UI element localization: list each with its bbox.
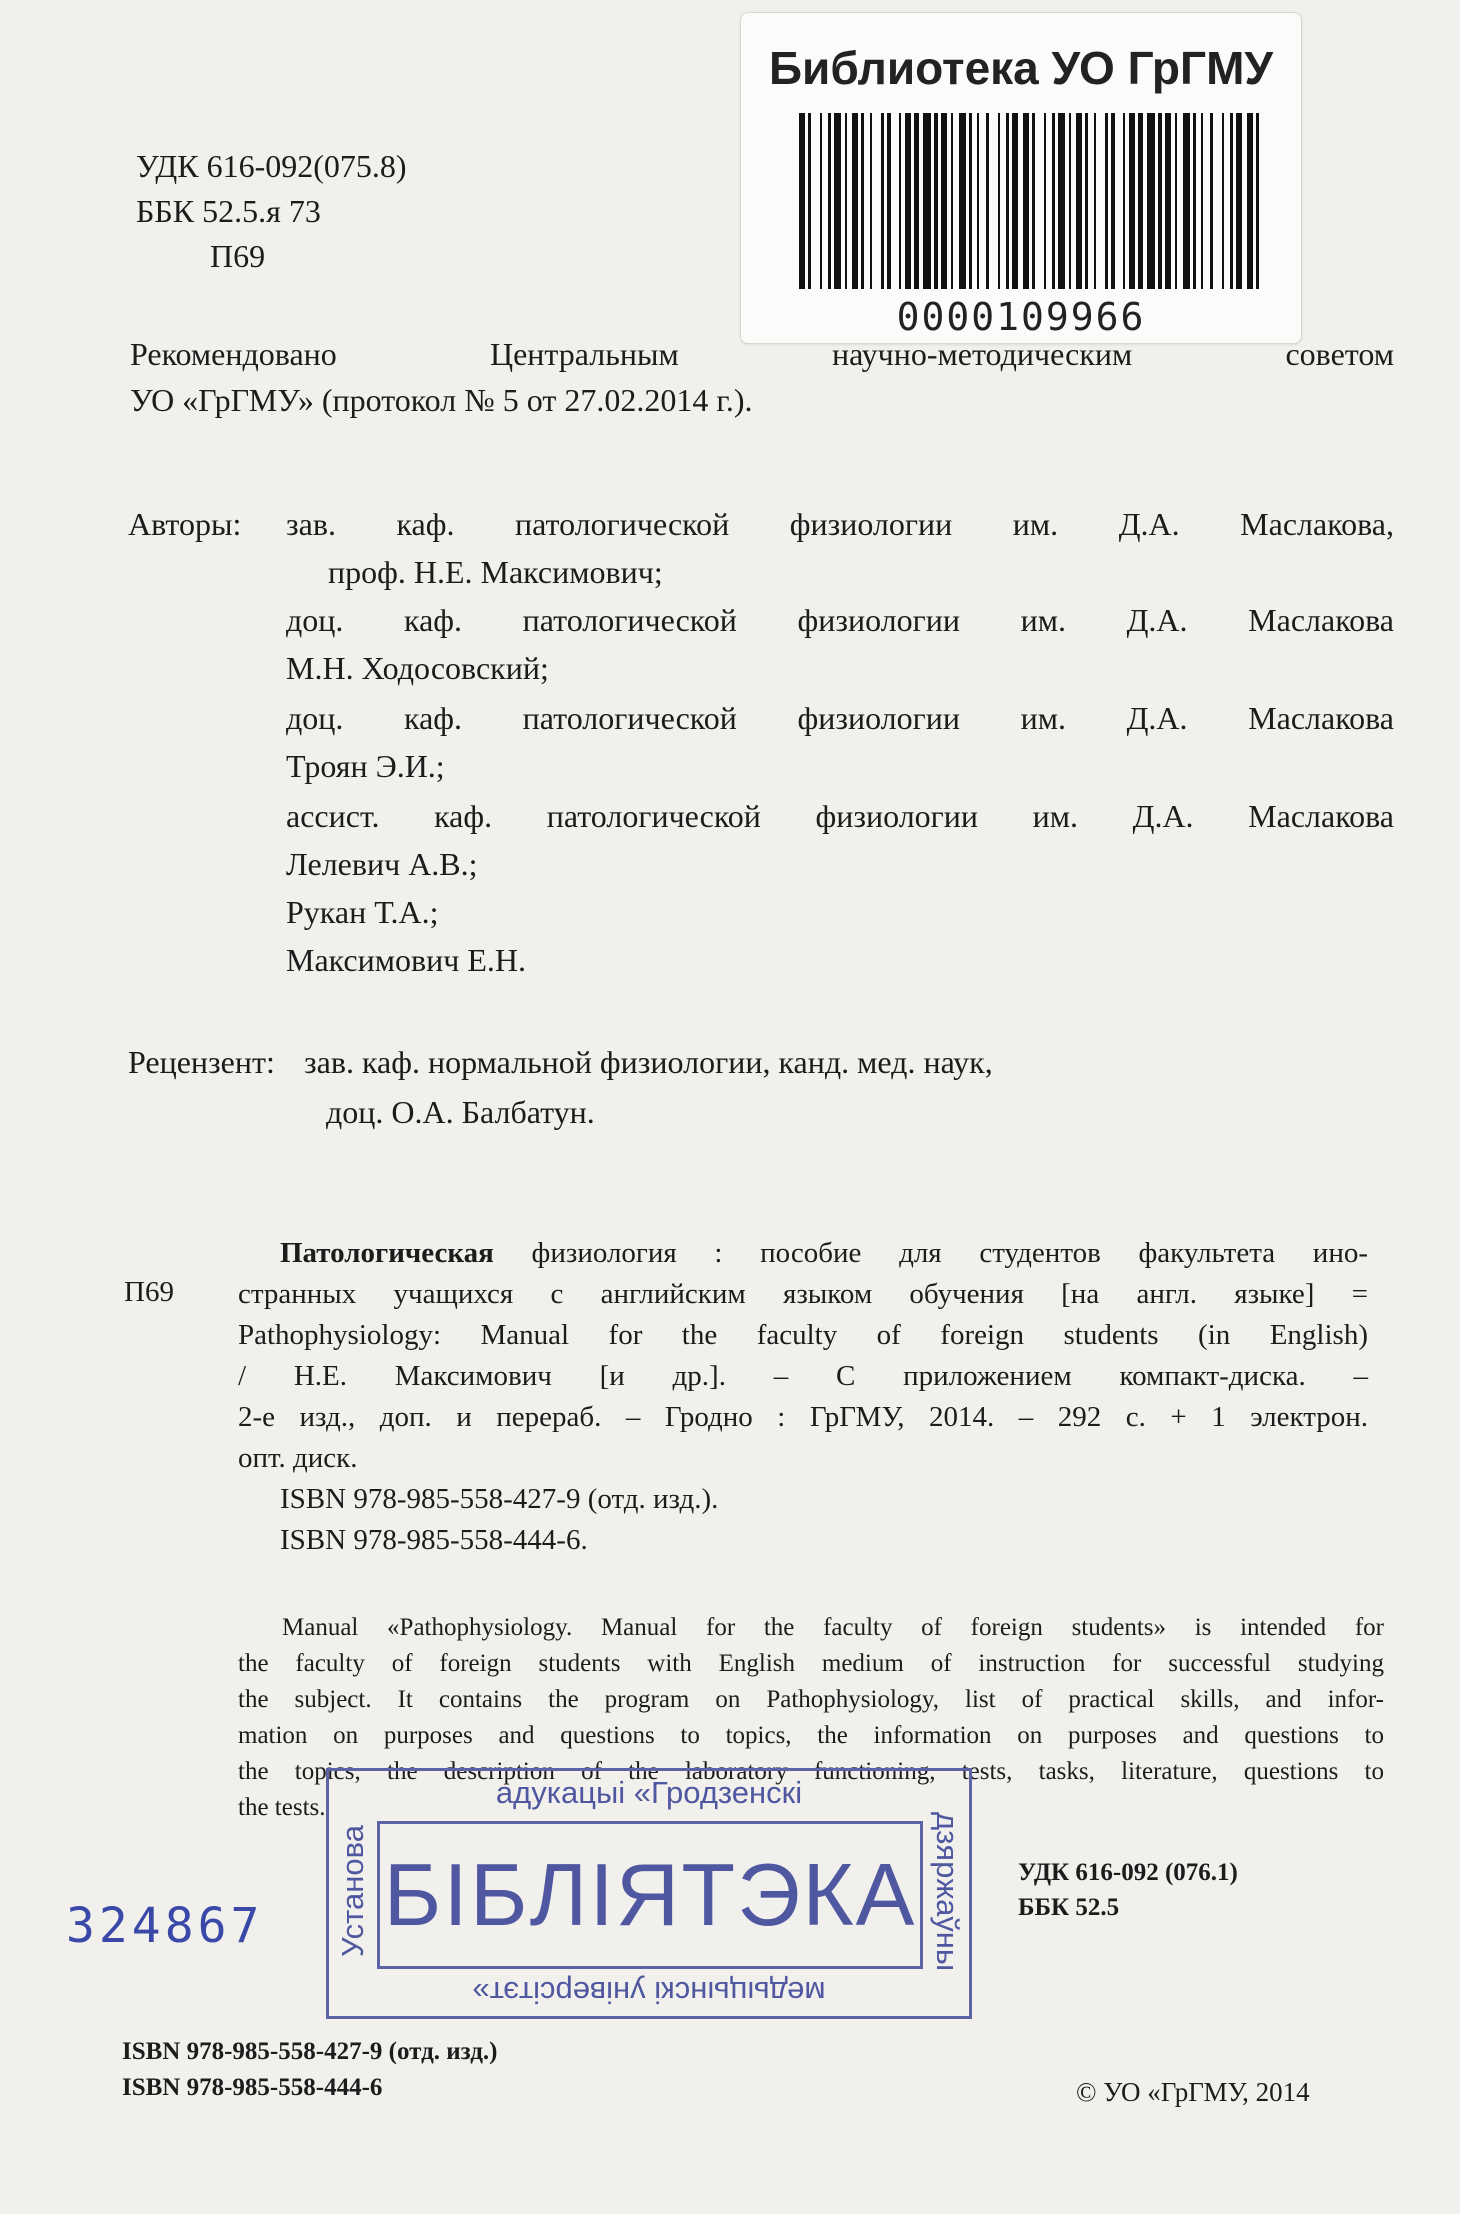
barcode-icon [799, 113, 1259, 289]
stamp-left-text: Установа [335, 1825, 370, 1957]
library-stamp [326, 1768, 972, 2019]
author-line: Троян Э.И.; [286, 748, 445, 784]
barcode-number: 0000109966 [896, 295, 1146, 339]
author-line: доц. каф. патологической физиологии им. Д.А. Маслакова [286, 602, 1394, 638]
recommendation-line-1 [130, 331, 1394, 377]
biblio-line: странных учащихся с английским языком обучения [на англ. языке] = [238, 1278, 1368, 1310]
annotation-line: the faculty of foreign students with English medium of instruction for successful studying [238, 1650, 1384, 1677]
biblio-line: 2-е изд., доп. и перераб. – Гродно : ГрГМУ, 2014. – 292 с. + 1 электрон. [238, 1401, 1368, 1433]
copyright: © УО «ГрГМУ, 2014 [1076, 2077, 1310, 2107]
annotation-line: the topics, the description of the laboratory functioning, tests, tasks, literature, questions to [238, 1758, 1384, 1785]
author-line: зав. каф. патологической физиологии им. Д.А. Маслакова, [286, 506, 1394, 542]
footer-isbn: ISBN 978-985-558-427-9 (отд. изд.) [122, 2038, 498, 2065]
recommendation-line-2: УО «ГрГМУ» (протокол № 5 от 27.02.2014 г.). [130, 382, 753, 418]
biblio-line: Патологическая физиология : пособие для студентов факультета ино- [280, 1237, 1368, 1269]
biblio-line: опт. диск. [238, 1442, 358, 1474]
biblio-code: П69 [124, 1276, 174, 1308]
biblio-isbn: ISBN 978-985-558-427-9 (отд. изд.). [280, 1483, 719, 1515]
recommendation-word: Рекомендовано [130, 336, 337, 372]
author-line: Максимович Е.Н. [286, 942, 526, 978]
recommendation-word: научно-методическим [831, 336, 1133, 372]
biblio-line: / Н.Е. Максимович [и др.]. – С приложением компакт-диска. – [238, 1360, 1368, 1392]
authors-list [286, 500, 1394, 984]
annotation-line: Manual «Pathophysiology. Manual for the faculty of foreign students» is intended for [282, 1614, 1384, 1641]
stamp-top-text: адукацыі «Гродзенскі [495, 1775, 803, 1810]
stamp-main-text: БІБЛІЯТЭКА [383, 1845, 917, 1944]
biblio-isbn: ISBN 978-985-558-444-6. [280, 1524, 588, 1556]
footer-udk: УДК 616-092 (076.1) [1018, 1859, 1238, 1886]
author-line: М.Н. Ходосовский; [286, 650, 549, 686]
reviewer-line: зав. каф. нормальной физиологии, канд. мед. наук, [304, 1044, 993, 1080]
inventory-number: 324867 [66, 1898, 264, 1954]
footer-isbn: ISBN 978-985-558-444-6 [122, 2074, 383, 2101]
annotation-line: the tests. [238, 1794, 326, 1821]
bibliographic-record [238, 1233, 1368, 1561]
biblio-title: Патологическая [280, 1237, 494, 1269]
reviewer-line: доц. О.А. Балбатун. [326, 1094, 595, 1130]
annotation-line: the subject. It contains the program on Pathophysiology, list of practical skills, and infor- [238, 1686, 1384, 1713]
author-line: Рукан Т.А.; [286, 894, 439, 930]
author-code: П69 [210, 238, 266, 274]
stamp-bottom-text: медыцынскі універсітэт» [472, 1975, 826, 2010]
stamp-right-text: дзяржаўны [930, 1812, 965, 1972]
recommendation-word: советом [1285, 336, 1394, 372]
author-line: Лелевич А.В.; [286, 846, 478, 882]
udk-code: УДК 616-092(075.8) [136, 148, 407, 184]
stamp-inner-frame [377, 1821, 923, 1969]
recommendation-word: Центральным [489, 336, 679, 372]
biblio-line: Pathophysiology: Manual for the faculty of foreign students (in English) [238, 1319, 1368, 1351]
author-line: проф. Н.Е. Максимович; [328, 554, 663, 590]
author-line: доц. каф. патологической физиологии им. Д.А. Маслакова [286, 700, 1394, 736]
library-barcode-sticker [740, 12, 1302, 344]
annotation-line: mation on purposes and questions to topics, the information on purposes and questions to [238, 1722, 1384, 1749]
bbk-code: ББК 52.5.я 73 [136, 193, 321, 229]
reviewer-label: Рецензент: [128, 1044, 275, 1080]
footer-bbk: ББК 52.5 [1018, 1894, 1120, 1921]
sticker-title: Библиотека УО ГрГМУ [768, 42, 1274, 94]
authors-label: Авторы: [128, 506, 242, 542]
author-line: ассист. каф. патологической физиологии им. Д.А. Маслакова [286, 798, 1394, 834]
